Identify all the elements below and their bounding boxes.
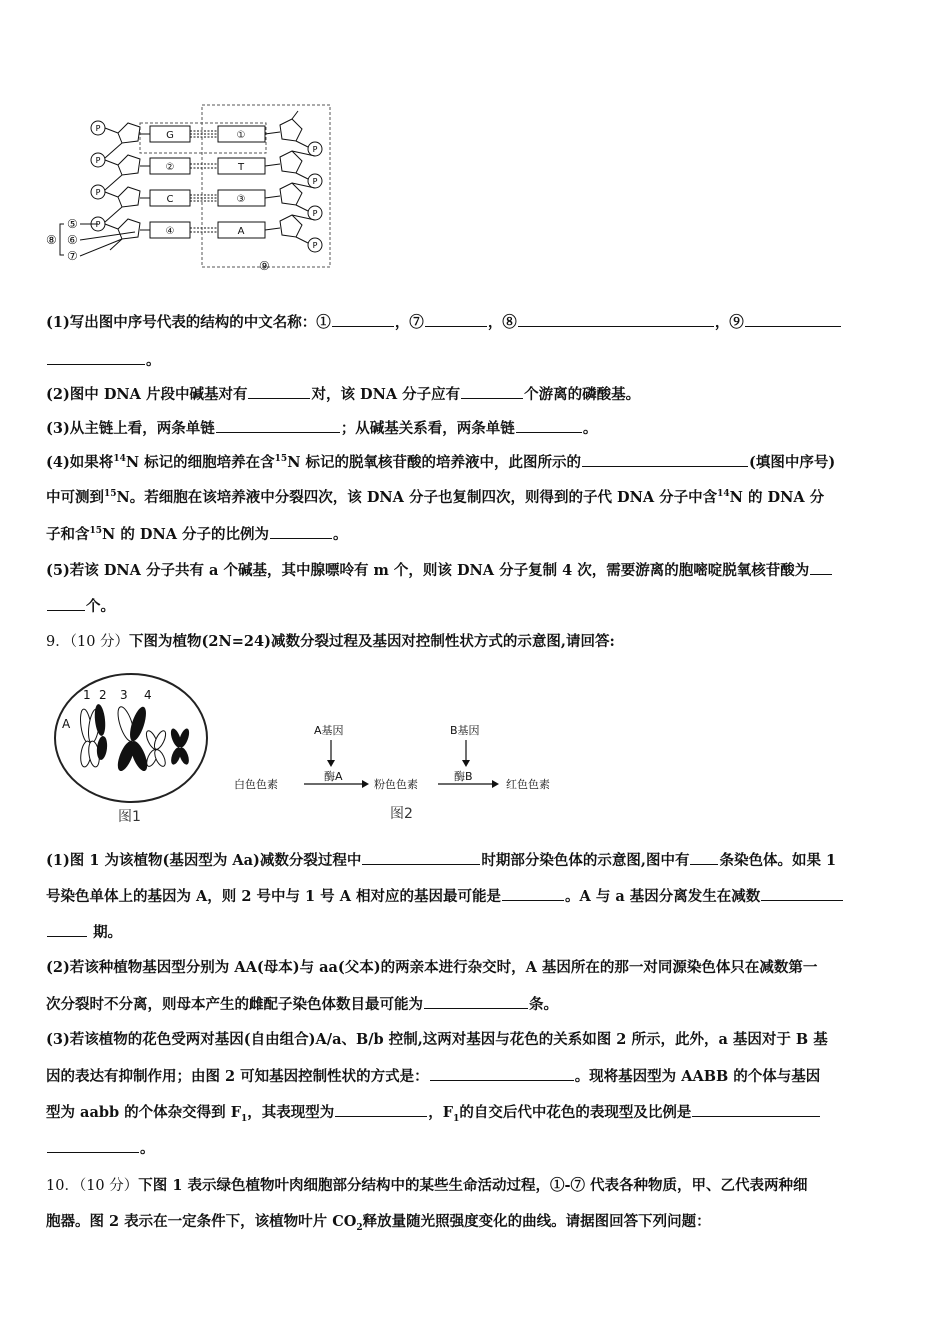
phosphate-label: P (95, 220, 101, 229)
answer-blank[interactable] (430, 1066, 574, 1081)
phosphate-label: P (95, 124, 101, 133)
answer-blank[interactable] (424, 994, 528, 1009)
deoxyribose-sugar (280, 183, 302, 205)
q9-part1-line1: (1)图 1 为该植物(基因型为 Aa)减数分裂过程中 时期部分染色体的示意图,图中有 条染色体。如果 1 (46, 852, 837, 869)
q8-part3: (3)从主链上看，两条单链 ；从碱基关系看，两条单链 。 (46, 420, 598, 437)
gene-a-label: A基因 (314, 724, 344, 737)
answer-blank[interactable] (516, 418, 582, 433)
answer-blank[interactable] (47, 1138, 139, 1153)
chromatid-number-3: 3 (120, 688, 128, 702)
base-label: A (237, 226, 245, 237)
chromosome-pair-4 (169, 727, 191, 766)
answer-blank[interactable] (461, 384, 523, 399)
figure-2-caption: 图2 (390, 806, 413, 822)
chromatid-number-4: 4 (144, 688, 152, 702)
answer-blank[interactable] (47, 922, 87, 937)
answer-blank[interactable] (810, 560, 832, 575)
phosphate-label: P (312, 241, 318, 250)
q9-part3-line4: 。 (46, 1138, 906, 1159)
base-label: C (166, 194, 174, 205)
deoxyribose-sugar (118, 155, 140, 175)
base-label: ④ (165, 226, 175, 237)
q9-heading: 9．（10 分）下图为植物(2N=24)减数分裂过程及基因对控制性状方式的示意图,请回答: (46, 633, 615, 650)
q9-part2-line1: (2)若该种植物基因型分别为 AA(母本)与 aa(父本)的两亲本进行杂交时，A 基因所在的那一对同源染色体只在减数第一 (46, 959, 818, 976)
phosphate-label: P (95, 156, 101, 165)
chromatid-number-1: 1 (83, 688, 91, 702)
enzyme-a-label: 酶A (324, 770, 343, 783)
answer-blank[interactable] (518, 312, 714, 327)
q8-part4-line3: 子和含$^{15}$N 的 DNA 分子的比例为 。 (46, 526, 348, 543)
base-label: ② (165, 162, 175, 173)
chromosome-pair-1 (79, 704, 109, 768)
base-label: G (166, 130, 174, 141)
answer-blank[interactable] (270, 524, 332, 539)
label-7: ⑦ (67, 249, 78, 263)
q8-part4-line1: (4)如果将$^{14}$N 标记的细胞培养在含$^{15}$N 标记的脱氧核苷酸的培养液中，此图所示的 (填图中序号) (46, 454, 836, 471)
answer-blank[interactable] (745, 312, 841, 327)
chromosome-pair-3 (144, 729, 168, 768)
answer-blank[interactable] (47, 350, 145, 365)
answer-blank[interactable] (362, 850, 480, 865)
dna-structure-diagram (40, 95, 340, 275)
deoxyribose-sugar (118, 187, 140, 207)
phosphate-label: P (312, 145, 318, 154)
answer-blank[interactable] (582, 452, 748, 467)
answer-blank[interactable] (690, 850, 718, 865)
label-6: ⑥ (67, 233, 78, 247)
chromatid-number-2: 2 (99, 688, 107, 702)
deoxyribose-sugar (118, 219, 140, 239)
q8-part2: (2)图中 DNA 片段中碱基对有 对，该 DNA 分子应有 个游离的磷酸基。 (46, 386, 641, 403)
q8-part5-line2: 个。 (46, 596, 906, 617)
answer-blank[interactable] (335, 1102, 427, 1117)
pigment-white: 白色色素 (234, 778, 278, 791)
deoxyribose-sugar (280, 215, 302, 237)
q8-part1-line1: (1)写出图中序号代表的结构的中文名称：① ，⑦ ，⑧ ，⑨ (46, 312, 906, 333)
q9-part1-line2: 号染色单体上的基因为 A，则 2 号中与 1 号 A 相对应的基因最可能是 。A 与 a 基因分离发生在减数 (46, 886, 906, 907)
deoxyribose-sugar (280, 151, 302, 173)
answer-blank[interactable] (761, 886, 843, 901)
deoxyribose-sugar (280, 119, 302, 141)
answer-blank[interactable] (47, 596, 85, 611)
base-label: ③ (236, 194, 246, 205)
q9-part3-line3: 型为 aabb 的个体杂交得到 $F_1$，其表现型为 ，$F_1$的自交后代中花色的表现型及比例是 (46, 1102, 906, 1123)
phosphate-label: P (95, 188, 101, 197)
base-label: ① (236, 130, 246, 141)
answer-blank[interactable] (216, 418, 340, 433)
q9-part2-line2: 次分裂时不分离，则母本产生的雌配子染色体数目最可能为 条。 (46, 996, 558, 1013)
q8-part1-line2: 。 (46, 350, 906, 371)
answer-blank[interactable] (692, 1102, 820, 1117)
q9-part3-line2: 因的表达有抑制作用；由图 2 可知基因控制性状的方式是： 。现将基因型为 AABB 的个体与基因 (46, 1068, 821, 1085)
q8-part4-line2: 中可测到$^{15}$N。若细胞在该培养液中分裂四次，该 DNA 分子也复制四次，则得到的子代 DNA 分子中含$^{14}$N 的 DNA 分 (46, 489, 825, 506)
label-9: ⑨ (259, 259, 270, 273)
q10-line1: 10．（10 分）下图 1 表示绿色植物叶肉细胞部分结构中的某些生命活动过程，①-⑦ 代表各种物质，甲、乙代表两种细 (46, 1177, 808, 1194)
gene-label-a: A (62, 717, 71, 731)
q8-part5-line1: (5)若该 DNA 分子共有 a 个碱基，其中腺嘌呤有 m 个，则该 DNA 分子复制 4 次，需要游离的胞嘧啶脱氧核苷酸为 (46, 560, 906, 581)
base-label: T (237, 162, 245, 173)
answer-blank[interactable] (332, 312, 394, 327)
pigment-red: 红色色素 (506, 778, 550, 791)
answer-blank[interactable] (502, 886, 564, 901)
label-8: ⑧ (46, 233, 57, 247)
phosphate-label: P (312, 177, 318, 186)
label-5: ⑤ (67, 217, 78, 231)
answer-blank[interactable] (425, 312, 487, 327)
figure-1-cell-diagram (48, 668, 218, 828)
q9-part1-line3: 期。 (46, 922, 906, 943)
deoxyribose-sugar (118, 123, 140, 143)
q9-part3-line1: (3)若该植物的花色受两对基因(自由组合)A/a、B/b 控制,这两对基因与花色的关系如图 2 所示，此外，a 基因对于 B 基 (46, 1031, 828, 1048)
q10-line2: 胞器。图 2 表示在一定条件下，该植物叶片 $CO_2$释放量随光照强度变化的曲线。请据图回答下列问题： (46, 1213, 711, 1233)
pigment-pink: 粉色色素 (374, 778, 418, 791)
chromosome-pair-2 (114, 705, 150, 773)
figure-2-pathway-diagram (228, 718, 578, 828)
phosphate-label: P (312, 209, 318, 218)
figure-1-caption: 图1 (118, 809, 141, 825)
gene-b-label: B基因 (450, 724, 480, 737)
answer-blank[interactable] (248, 384, 310, 399)
enzyme-b-label: 酶B (454, 770, 473, 783)
